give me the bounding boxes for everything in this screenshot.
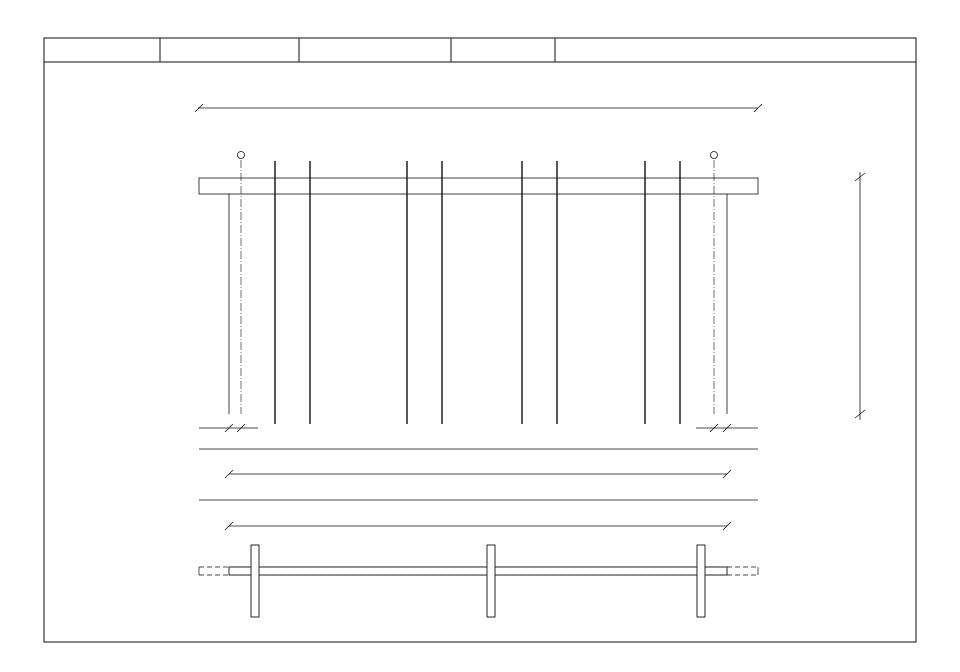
top-log [199,178,758,194]
plan-view [199,545,758,617]
joint-marker-g [711,152,718,159]
overhang-left-dimension [199,424,258,432]
sheet-border [44,38,916,642]
total-length-dimension [195,104,762,112]
height-dimension [855,172,865,420]
title-block [44,38,916,62]
wall-elevation [199,160,758,424]
t-profiles-dimension-row [225,522,731,530]
overhang-right-dimension [696,424,758,432]
vertical-studs [275,161,680,424]
openings-dimension-row [225,470,731,478]
joint-marker-e [238,152,245,159]
